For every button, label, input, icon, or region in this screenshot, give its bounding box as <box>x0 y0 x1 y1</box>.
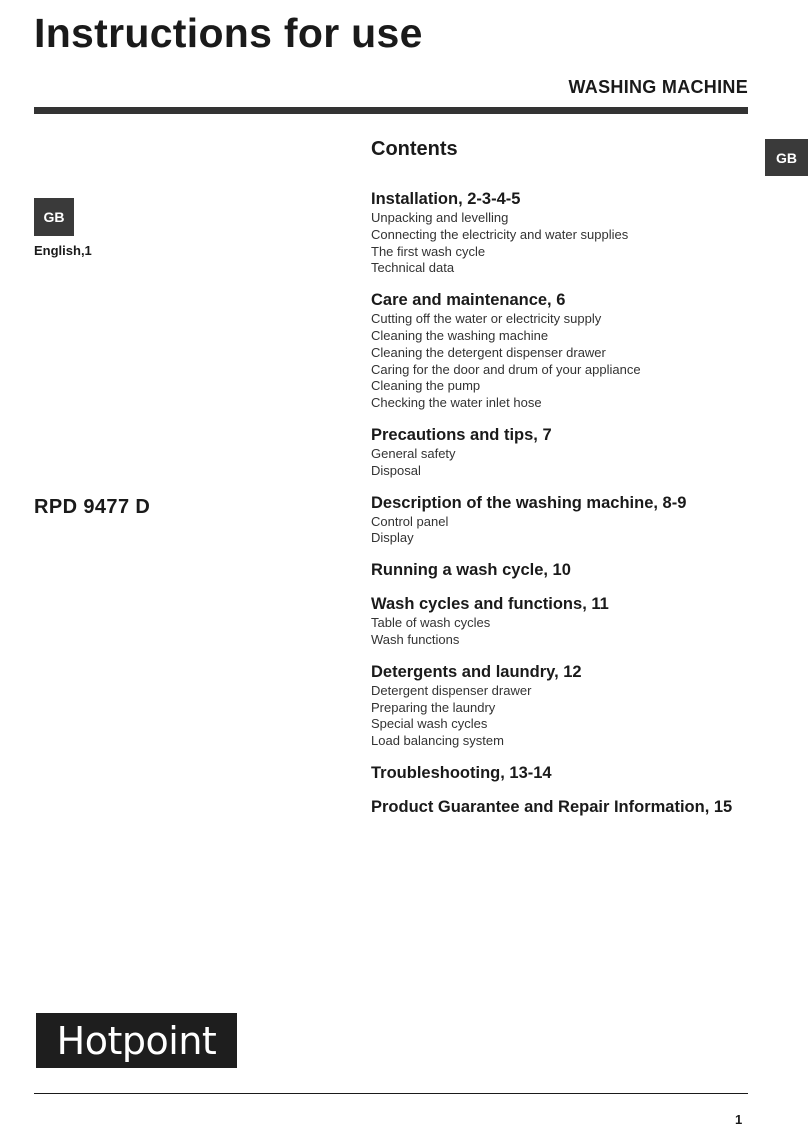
toc-item: Table of wash cycles <box>371 615 491 631</box>
table-of-contents <box>371 188 771 830</box>
logo-wordmark: Hotpoint <box>56 1018 217 1063</box>
toc-section-title: Troubleshooting, 13-14 <box>371 763 552 782</box>
toc-item: Special wash cycles <box>371 716 488 732</box>
toc-item: Load balancing system <box>371 733 504 749</box>
toc-item: Display <box>371 530 414 546</box>
toc-section <box>371 661 771 750</box>
toc-section-title: Precautions and tips, 7 <box>371 425 552 444</box>
toc-item: Technical data <box>371 260 455 276</box>
toc-item: Cleaning the washing machine <box>371 327 549 343</box>
toc-item: Checking the water inlet hose <box>371 395 542 411</box>
hotpoint-logo <box>36 1013 237 1068</box>
toc-item: The first wash cycle <box>371 243 486 259</box>
toc-section-title: Installation, 2-3-4-5 <box>371 190 521 208</box>
side-language-tab: GB <box>765 139 808 176</box>
toc-section-title: Care and maintenance, 6 <box>371 291 566 310</box>
toc-section <box>371 593 771 649</box>
contents-heading: Contents <box>371 138 458 160</box>
header-divider <box>34 107 748 114</box>
toc-item: Unpacking and levelling <box>371 210 509 225</box>
toc-item: Cleaning the detergent dispenser drawer <box>371 344 606 360</box>
toc-section-title: Running a wash cycle, 10 <box>371 561 571 580</box>
language-badge: GB <box>34 198 74 236</box>
toc-item: Disposal <box>371 462 421 478</box>
toc-section-title: Description of the washing machine, 8-9 <box>371 493 687 512</box>
toc-section <box>371 796 771 818</box>
toc-section-title: Detergents and laundry, 12 <box>371 662 582 681</box>
toc-item: General safety <box>371 445 456 461</box>
toc-section-title: Product Guarantee and Repair Information, 15 <box>371 797 733 816</box>
page-title: Instructions for use <box>34 10 423 56</box>
toc-item: Connecting the electricity and water supplies <box>371 226 629 242</box>
toc-item-list <box>371 615 771 649</box>
toc-item: Caring for the door and drum of your appliance <box>371 361 641 377</box>
toc-section <box>371 559 771 581</box>
toc-item: Wash functions <box>371 631 460 647</box>
toc-item: Cutting off the water or electricity supply <box>371 311 602 327</box>
toc-item-list <box>371 514 771 548</box>
language-label: English,1 <box>34 243 92 258</box>
toc-item-list <box>371 210 771 277</box>
footer-divider <box>34 1093 748 1094</box>
toc-item: Control panel <box>371 513 449 529</box>
toc-section <box>371 762 771 784</box>
document-subtitle: WASHING MACHINE <box>568 77 748 97</box>
toc-section <box>371 424 771 480</box>
toc-section <box>371 492 771 548</box>
toc-section <box>371 188 771 277</box>
toc-item: Cleaning the pump <box>371 378 481 394</box>
toc-section <box>371 289 771 412</box>
page-number: 1 <box>735 1112 743 1127</box>
toc-item: Detergent dispenser drawer <box>371 682 532 698</box>
toc-item-list <box>371 446 771 480</box>
toc-section-title: Wash cycles and functions, 11 <box>371 595 609 614</box>
toc-item: Preparing the laundry <box>371 699 496 715</box>
toc-item-list <box>371 683 771 750</box>
model-number: RPD 9477 D <box>34 496 151 518</box>
toc-item-list <box>371 311 771 412</box>
